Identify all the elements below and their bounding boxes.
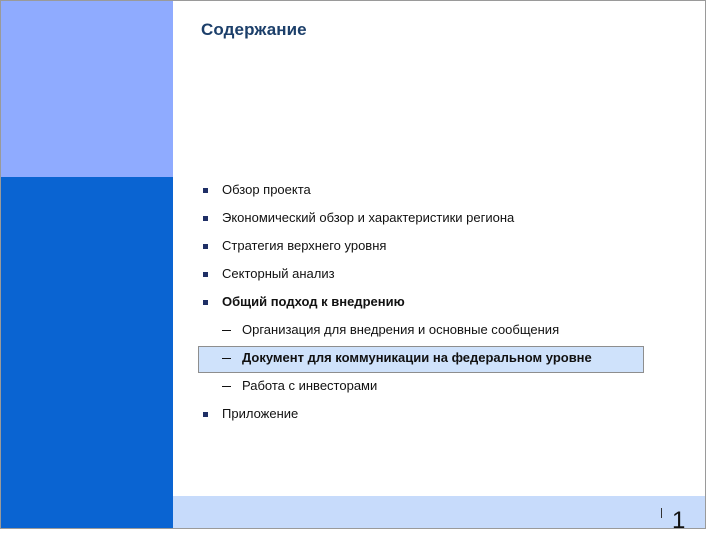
footer-separator (661, 508, 662, 518)
toc-item-label: Стратегия верхнего уровня (222, 238, 387, 253)
toc-item-label: Общий подход к внедрению (222, 294, 405, 309)
sidebar-top-block (1, 1, 173, 177)
dash-icon (222, 386, 231, 387)
bullet-icon (203, 244, 208, 249)
bullet-icon (203, 300, 208, 305)
toc-subitem-label: Организация для внедрения и основные сообщения (242, 322, 560, 337)
bullet-icon (203, 412, 208, 417)
bullet-icon (203, 272, 208, 277)
slide-title: Содержание (201, 20, 307, 39)
toc-item-label: Экономический обзор и характеристики региона (222, 210, 515, 225)
dash-icon (222, 330, 231, 331)
toc-item-label: Секторный анализ (222, 266, 335, 281)
bullet-icon (203, 216, 208, 221)
dash-icon (222, 358, 231, 359)
bullet-icon (203, 188, 208, 193)
toc-subitem-label: Работа с инвесторами (242, 378, 378, 393)
footer-band (173, 496, 705, 528)
toc-item-label: Обзор проекта (222, 182, 311, 197)
toc-item-label: Приложение (222, 406, 299, 421)
page-number: 1 (672, 507, 686, 534)
sidebar-bottom-block (1, 177, 173, 528)
toc-subitem-label: Документ для коммуникации на федеральном уровне (242, 350, 592, 365)
